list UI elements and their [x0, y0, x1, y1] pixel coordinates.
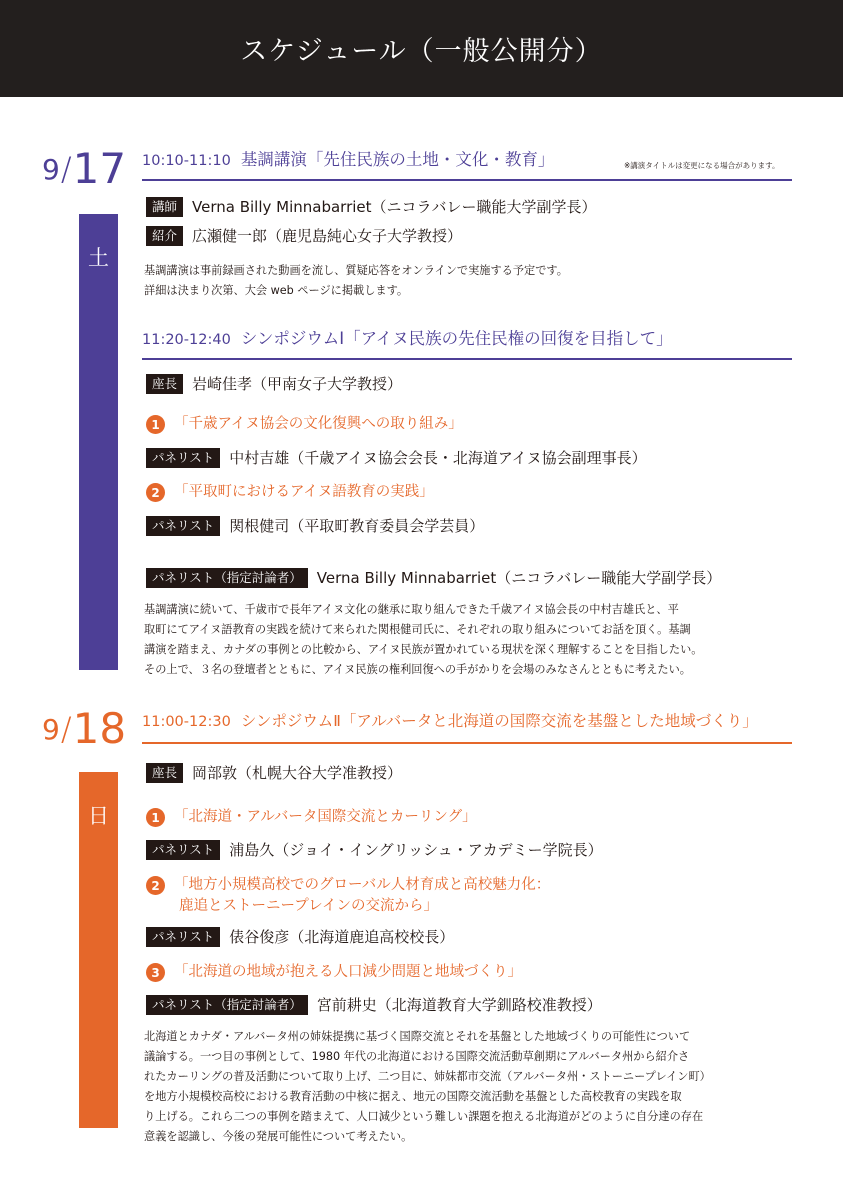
chair-row [146, 373, 402, 394]
chair-tag: 座長 [146, 763, 183, 783]
discussant-tag: パネリスト（指定討論者） [146, 995, 308, 1015]
talk-number: 1 [146, 808, 165, 827]
desc-line: 基調講演は事前録画された動画を流し、質疑応答をオンラインで実施する予定です。 [144, 264, 568, 277]
talk-item [146, 962, 522, 983]
discussant-row [146, 994, 602, 1015]
divider-rule [142, 358, 792, 360]
talk-title: 「平取町におけるアイヌ語教育の実践」 [174, 484, 434, 500]
date-day2 [42, 704, 127, 753]
talk-number: 3 [146, 963, 165, 982]
panelist-name: 俵谷俊彦（北海道鹿追高校校長） [229, 928, 455, 946]
weekday-bar-day2 [79, 772, 118, 1128]
talk-title: 「北海道の地域が抱える人口減少問題と地域づくり」 [174, 964, 522, 980]
session-time: 10:10-11:10 [142, 153, 231, 169]
panelist-tag: パネリスト [146, 927, 220, 947]
title-change-note: ※講演タイトルは変更になる場合があります。 [624, 161, 780, 170]
talk-number: 2 [146, 876, 165, 895]
talk-number: 2 [146, 483, 165, 502]
page-header [0, 0, 843, 97]
talk-item [146, 482, 434, 503]
intro-tag: 紹介 [146, 226, 183, 246]
talk-item [146, 414, 463, 435]
desc-line: 議論する。一つ目の事例として、1980 年代の北海道における国際交流活動草創期にアルバータ州から紹介さ [144, 1050, 690, 1063]
chair-tag: 座長 [146, 374, 183, 394]
talk-title-line2: 鹿追とストーニープレインの交流から」 [179, 898, 438, 915]
date-separator: / [60, 150, 72, 188]
panelist-row [146, 447, 647, 468]
talk-title-block [174, 875, 550, 917]
lecturer-name: Verna Billy Minnabarriet（ニコラバレー職能大学副学長） [192, 198, 597, 216]
divider-rule [142, 742, 792, 744]
desc-line: 講演を踏まえ、カナダの事例との比較から、アイヌ民族が置かれている現状を深く理解することを目指したい。 [144, 643, 703, 656]
panelist-row [146, 926, 454, 947]
talk-title: 「地方小規模高校でのグローバル人材育成と高校魅力化： [174, 877, 551, 893]
lecturer-tag: 講師 [146, 197, 183, 217]
panelist-tag: パネリスト [146, 840, 220, 860]
discussant-name: 宮前耕史（北海道教育大学釧路校准教授） [316, 996, 602, 1014]
session-title: シンポジウムⅡ「アルバータと北海道の国際交流を基盤とした地域づくり」 [240, 712, 758, 730]
desc-line: を地方小規模校高校における教育活動の中核に据え、地元の国際交流活動を基盤とした高校教育の実践を取 [144, 1090, 682, 1103]
desc-line: り上げる。これら二つの事例を踏まえて、人口減少という難しい課題を抱える北海道がどのように自分達の存在 [144, 1110, 704, 1123]
date-day1 [42, 144, 127, 193]
lecturer-row [146, 196, 597, 217]
symposium2-title [142, 711, 758, 731]
symposium1-title [142, 329, 673, 349]
desc-line: 基調講演に続いて、千歳市で長年アイヌ文化の継承に取り組んできた千歳アイヌ協会長の中村吉雄氏と、平 [144, 603, 679, 616]
date-month: 9 [42, 713, 60, 746]
keynote-description [144, 261, 568, 301]
panelist-name: 浦島久（ジョイ・イングリッシュ・アカデミー学院長） [229, 841, 603, 859]
talk-title: 「北海道・アルバータ国際交流とカーリング」 [174, 809, 477, 825]
session-title: シンポジウムⅠ「アイヌ民族の先住民権の回復を目指して」 [240, 329, 673, 348]
chair-name: 岡部敦（札幌大谷大学准教授） [192, 764, 403, 782]
page-title: スケジュール（一般公開分） [240, 36, 603, 67]
desc-line: 意義を認識し、今後の発展可能性について考えたい。 [144, 1130, 413, 1143]
symposium1-description [144, 600, 702, 680]
date-separator: / [60, 710, 72, 748]
weekday-label: 土 [88, 246, 109, 270]
session-title: 基調講演「先住民族の土地・文化・教育」 [240, 150, 555, 169]
date-day: 18 [72, 704, 127, 753]
session-time: 11:00-12:30 [142, 714, 231, 730]
panelist-tag: パネリスト [146, 448, 220, 468]
chair-name: 岩崎佳孝（甲南女子大学教授） [192, 375, 403, 393]
symposium2-description [144, 1027, 711, 1147]
discussant-name: Verna Billy Minnabarriet（ニコラバレー職能大学副学長） [316, 569, 722, 587]
intro-name: 広瀬健一郎（鹿児島純心女子大学教授） [192, 227, 463, 245]
date-month: 9 [42, 153, 60, 186]
panelist-row [146, 839, 603, 860]
chair-row [146, 762, 402, 783]
divider-rule [142, 179, 792, 181]
talk-item [146, 807, 477, 828]
weekday-label: 日 [88, 804, 109, 828]
session-keynote-title [142, 150, 554, 170]
panelist-row [146, 515, 484, 536]
date-day: 17 [72, 144, 127, 193]
discussant-row [146, 567, 721, 588]
panelist-name: 中村吉雄（千歳アイヌ協会会長・北海道アイヌ協会副理事長） [229, 449, 647, 467]
panelist-name: 関根健司（平取町教育委員会学芸員） [229, 517, 485, 535]
desc-line: 詳細は決まり次第、大会 web ページに掲載します。 [144, 284, 409, 297]
desc-line: 北海道とカナダ・アルバータ州の姉妹提携に基づく国際交流とそれを基盤とした地域づくりの可能性について [144, 1030, 691, 1043]
desc-line: れたカーリングの普及活動について取り上げ、二つ目に、姉妹都市交流（アルバータ州・ストーニープレイン町） [144, 1070, 711, 1083]
talk-item [146, 875, 550, 917]
intro-row [146, 225, 462, 246]
discussant-tag: パネリスト（指定討論者） [146, 568, 308, 588]
talk-title: 「千歳アイヌ協会の文化復興への取り組み」 [174, 416, 463, 432]
session-time: 11:20-12:40 [142, 332, 231, 348]
desc-line: 取町にてアイヌ語教育の実践を続けて来られた関根健司氏に、それぞれの取り組みについてお話を頂く。基調 [144, 623, 691, 636]
weekday-bar-day1 [79, 214, 118, 670]
desc-line: その上で、３名の登壇者とともに、アイヌ民族の権利回復への手がかりを会場のみなさんとともに考えたい。 [144, 663, 691, 676]
talk-number: 1 [146, 415, 165, 434]
panelist-tag: パネリスト [146, 516, 220, 536]
